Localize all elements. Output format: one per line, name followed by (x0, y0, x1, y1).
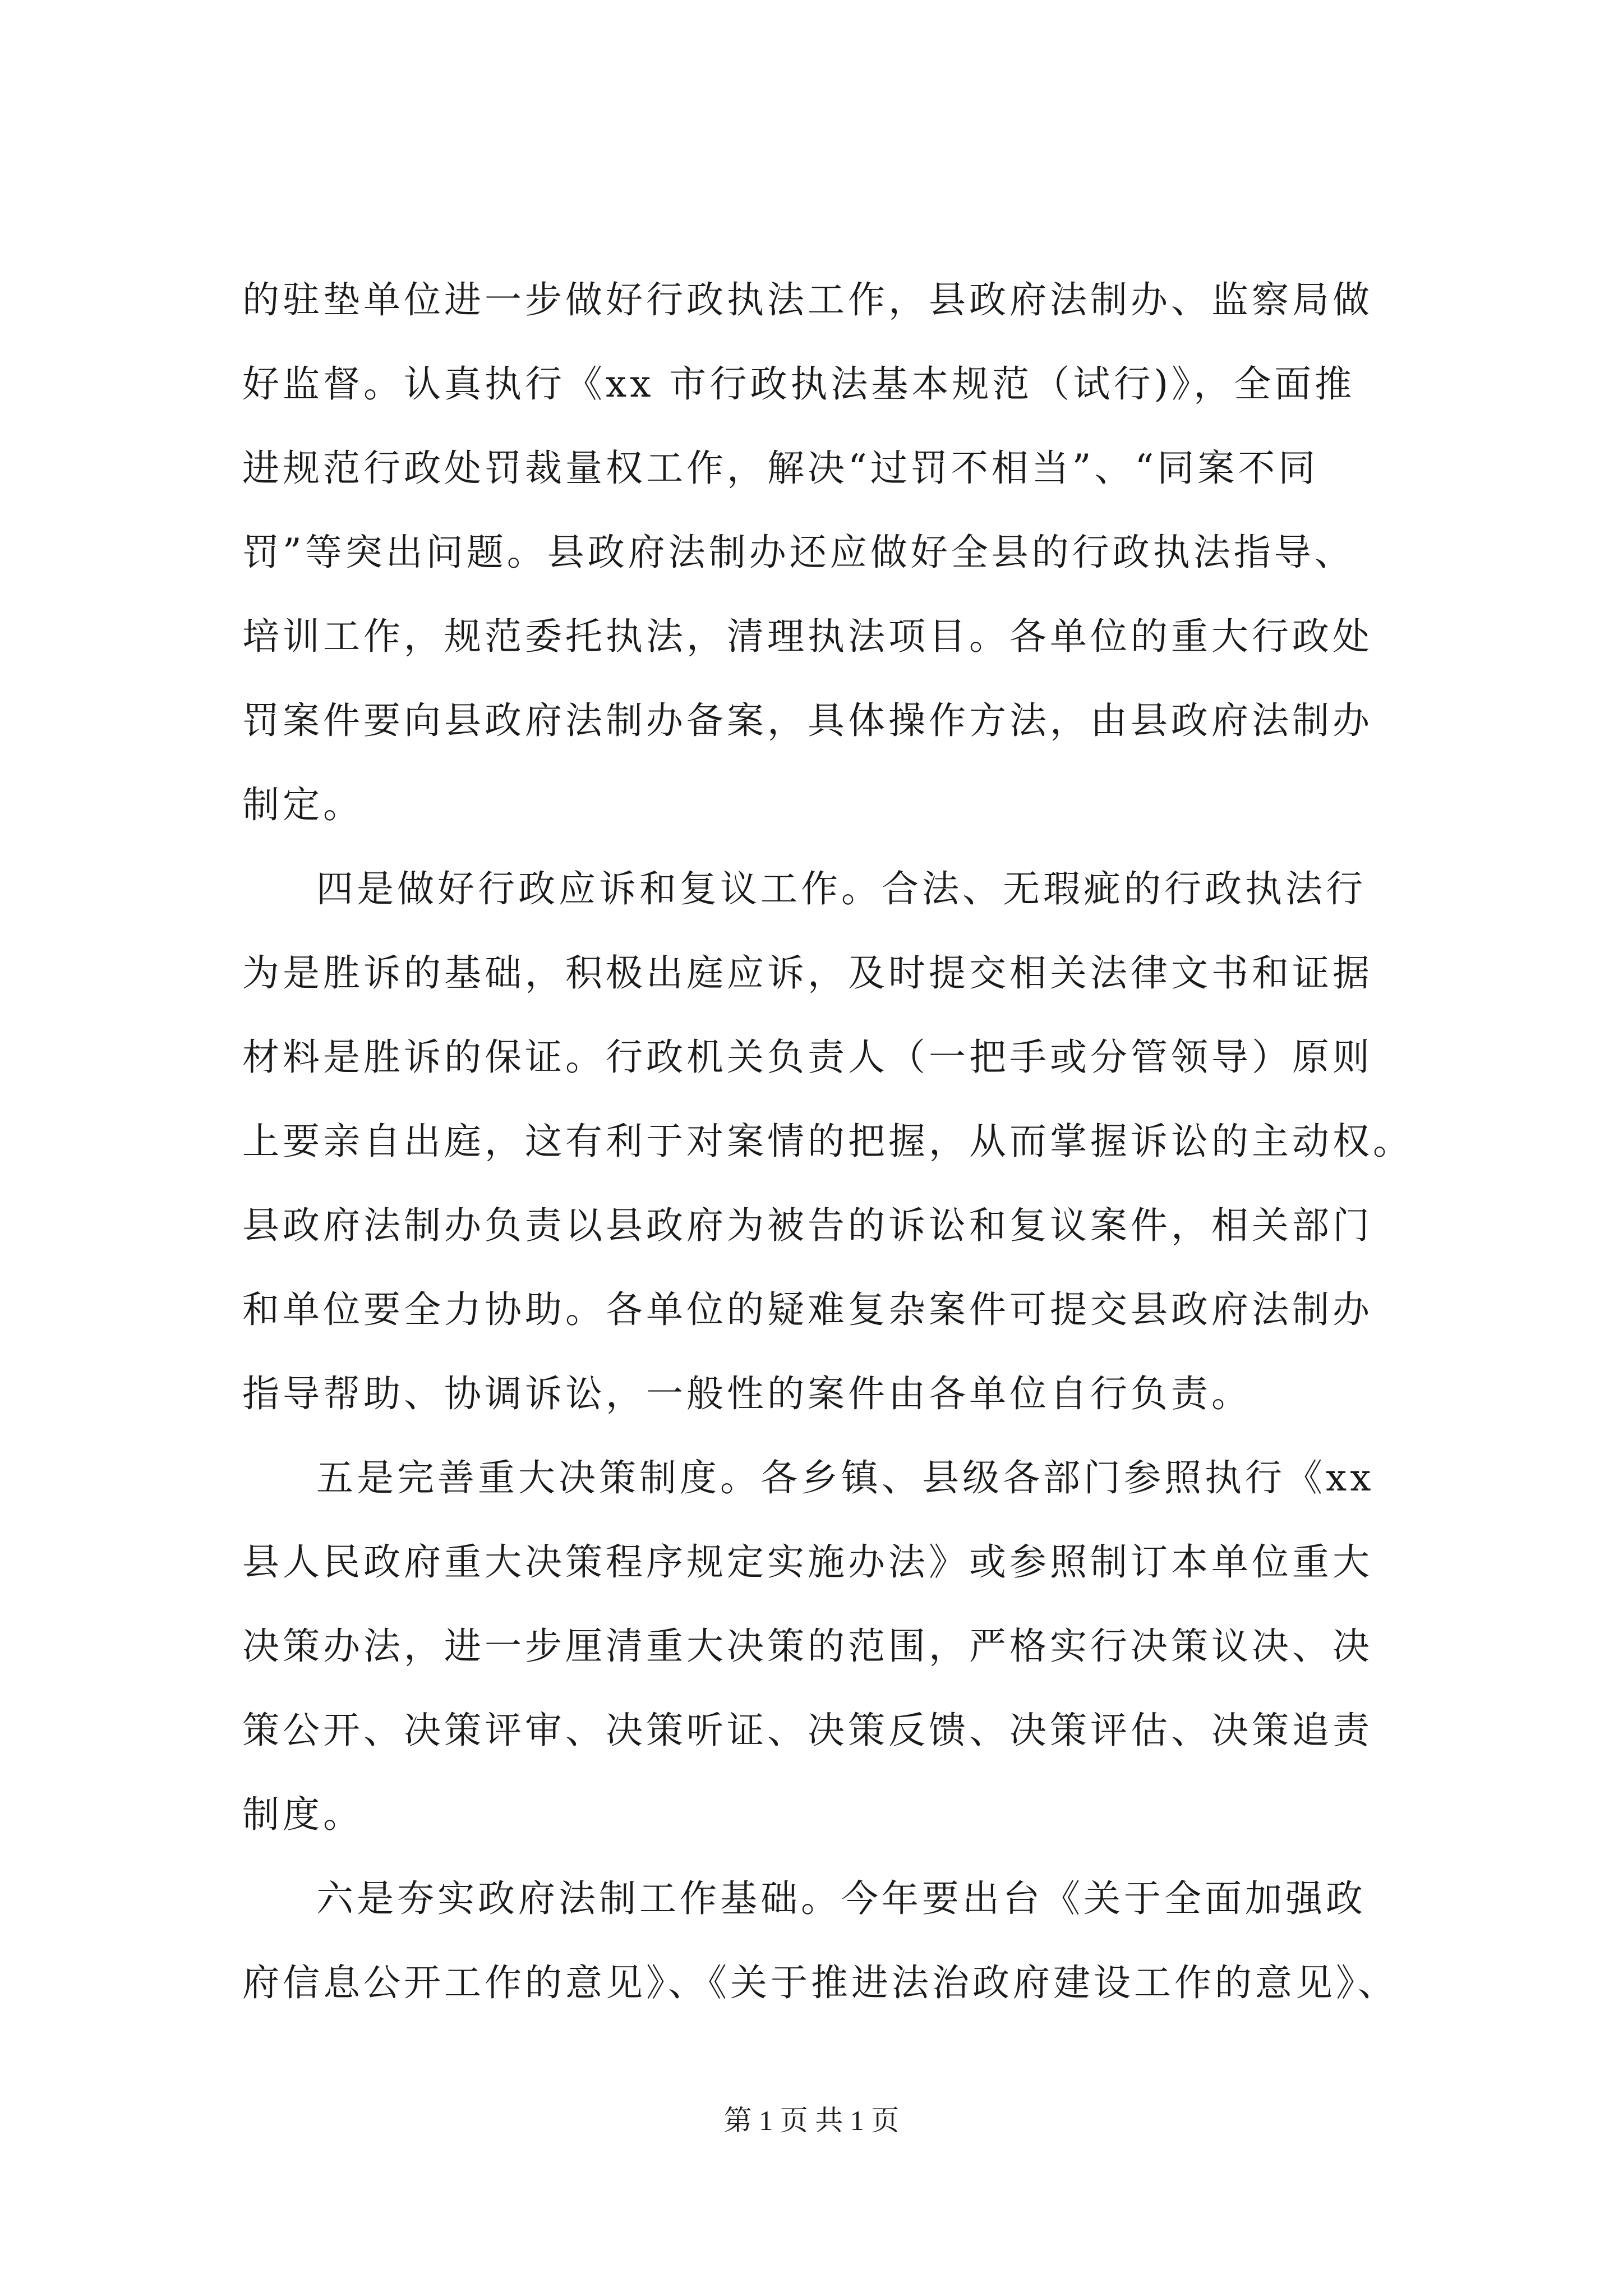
text-line: 培训工作，规范委托执法，清理执法项目。各单位的重大行政处 (242, 615, 1373, 658)
text-line: 为是胜诉的基础，积极出庭应诉，及时提交相关法律文书和证据 (242, 951, 1373, 995)
text-line: 和单位要全力协助。各单位的疑难复杂案件可提交县政府法制办 (242, 1288, 1373, 1331)
text-line: 县政府法制办负责以县政府为被告的诉讼和复议案件，相关部门 (242, 1204, 1373, 1247)
text-line: 制度。 (242, 1793, 363, 1836)
page-footer: 第 1 页 共 1 页 (723, 2105, 900, 2136)
paragraph-first-line: 四是做好行政应诉和复议工作。合法、无瑕疵的行政执法行 (316, 867, 1366, 910)
text-line: 制定。 (242, 783, 363, 826)
text-line: 上要亲自出庭，这有利于对案情的把握，从而掌握诉讼的主动权。 (242, 1120, 1413, 1163)
paragraph-first-line: 六是夯实政府法制工作基础。今年要出台《关于全面加强政 (316, 1877, 1366, 1920)
text-line: 决策办法，进一步厘清重大决策的范围，严格实行决策议决、决 (242, 1625, 1373, 1668)
paragraph-first-line: 五是完善重大决策制度。各乡镇、县级各部门参照执行《xx (316, 1456, 1375, 1499)
text-line: 县人民政府重大决策程序规定实施办法》或参照制订本单位重大 (242, 1540, 1373, 1584)
text-line: 府信息公开工作的意见》、《关于推进法治政府建设工作的意见》、 (242, 1961, 1398, 2004)
text-line: 进规范行政处罚裁量权工作，解决“过罚不相当”、“同案不同 (242, 447, 1319, 490)
text-line: 罚案件要向县政府法制办备案，具体操作方法，由县政府法制办 (242, 699, 1373, 742)
text-line: 材料是胜诉的保证。行政机关负责人（一把手或分管领导）原则 (242, 1036, 1373, 1079)
text-line: 好监督。认真执行《xx 市行政执法基本规范（试行)》，全面推 (242, 362, 1355, 406)
text-line: 指导帮助、协调诉讼，一般性的案件由各单位自行负责。 (242, 1372, 1252, 1415)
text-line: 罚”等突出问题。县政府法制办还应做好全县的行政执法指导、 (242, 531, 1355, 574)
text-line: 策公开、决策评审、决策听证、决策反馈、决策评估、决策追责 (242, 1709, 1373, 1752)
text-line: 的驻垫单位进一步做好行政执法工作，县政府法制办、监察局做 (242, 278, 1373, 321)
